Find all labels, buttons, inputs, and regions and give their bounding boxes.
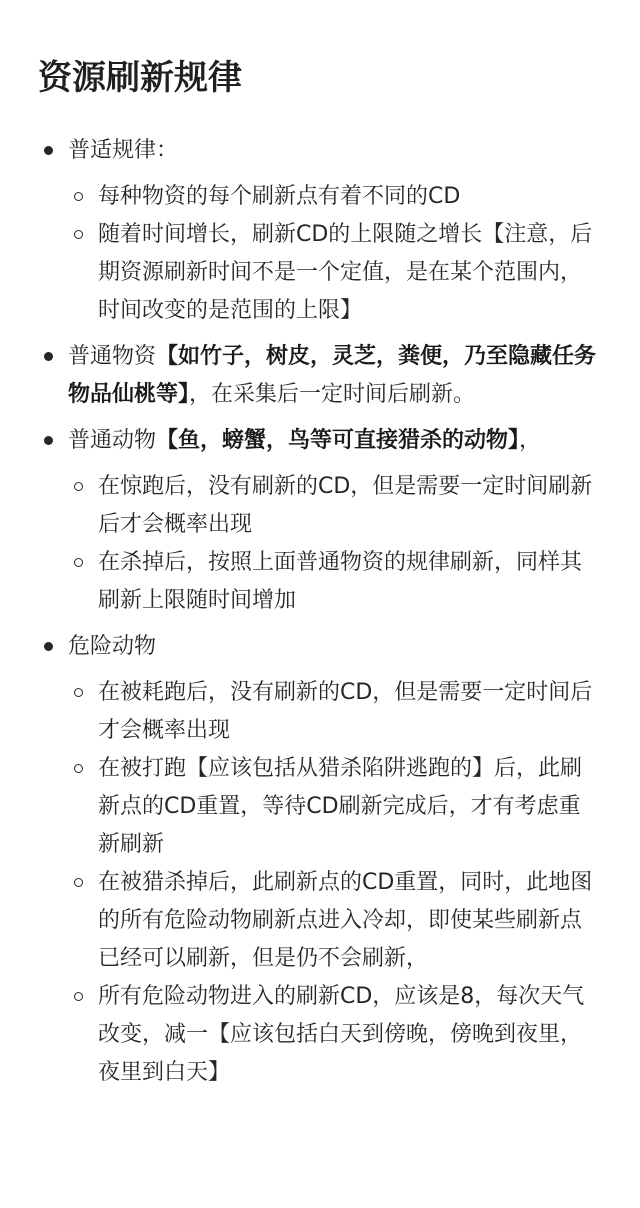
list-item-prefix: 普通动物: [68, 428, 157, 453]
sub-list: [68, 178, 602, 330]
sub-list-item: 每种物资的每个刷新点有着不同的CD: [68, 178, 602, 216]
sub-list-item: 随着时间增长，刷新CD的上限随之增长【注意，后期资源刷新时间不是一个定值，是在某个范围内，时间改变的是范围的上限】: [68, 216, 602, 330]
sub-list-item: 在被打跑【应该包括从猎杀陷阱逃跑的】后，此刷新点的CD重置，等待CD刷新完成后，才有考虑重新刷新: [68, 750, 602, 864]
list-item-bold-text: 【鱼，螃蟹，鸟等可直接猎杀的动物】: [156, 428, 520, 453]
rules-list: [38, 132, 602, 1092]
list-item-label: 普适规律：: [68, 138, 179, 163]
sub-list-item: 所有危险动物进入的刷新CD，应该是8，每次天气改变，减一【应该包括白天到傍晚，傍晚到夜里，夜里到白天】: [68, 978, 602, 1092]
list-item-prefix: 普通物资: [68, 344, 157, 369]
list-item-general-rules: [38, 132, 602, 330]
list-item-common-materials: [38, 338, 602, 414]
list-item-common-animals: [38, 422, 602, 620]
sub-list-item: 在杀掉后，按照上面普通物资的规律刷新，同样其刷新上限随时间增加: [68, 544, 602, 620]
list-item-label: 危险动物: [68, 634, 157, 659]
page-title: 资源刷新规律: [38, 58, 242, 98]
sub-list: [68, 468, 602, 620]
list-item-suffix: ，在采集后一定时间后刷新。: [189, 382, 476, 407]
sub-list-item: 在惊跑后，没有刷新的CD，但是需要一定时间刷新后才会概率出现: [68, 468, 602, 544]
sub-list-item: 在被猎杀掉后，此刷新点的CD重置，同时，此地图的所有危险动物刷新点进入冷却，即使某些刷新点已经可以刷新，但是仍不会刷新，: [68, 864, 602, 978]
list-item-dangerous-animals: [38, 628, 602, 1092]
sub-list: [68, 674, 602, 1092]
list-item-suffix: ，: [519, 428, 542, 453]
sub-list-item: 在被耗跑后，没有刷新的CD，但是需要一定时间后才会概率出现: [68, 674, 602, 750]
list-item-bold-text: 【如竹子，树皮，灵芝，粪便，乃至隐藏任务物品仙桃等】: [68, 344, 597, 407]
